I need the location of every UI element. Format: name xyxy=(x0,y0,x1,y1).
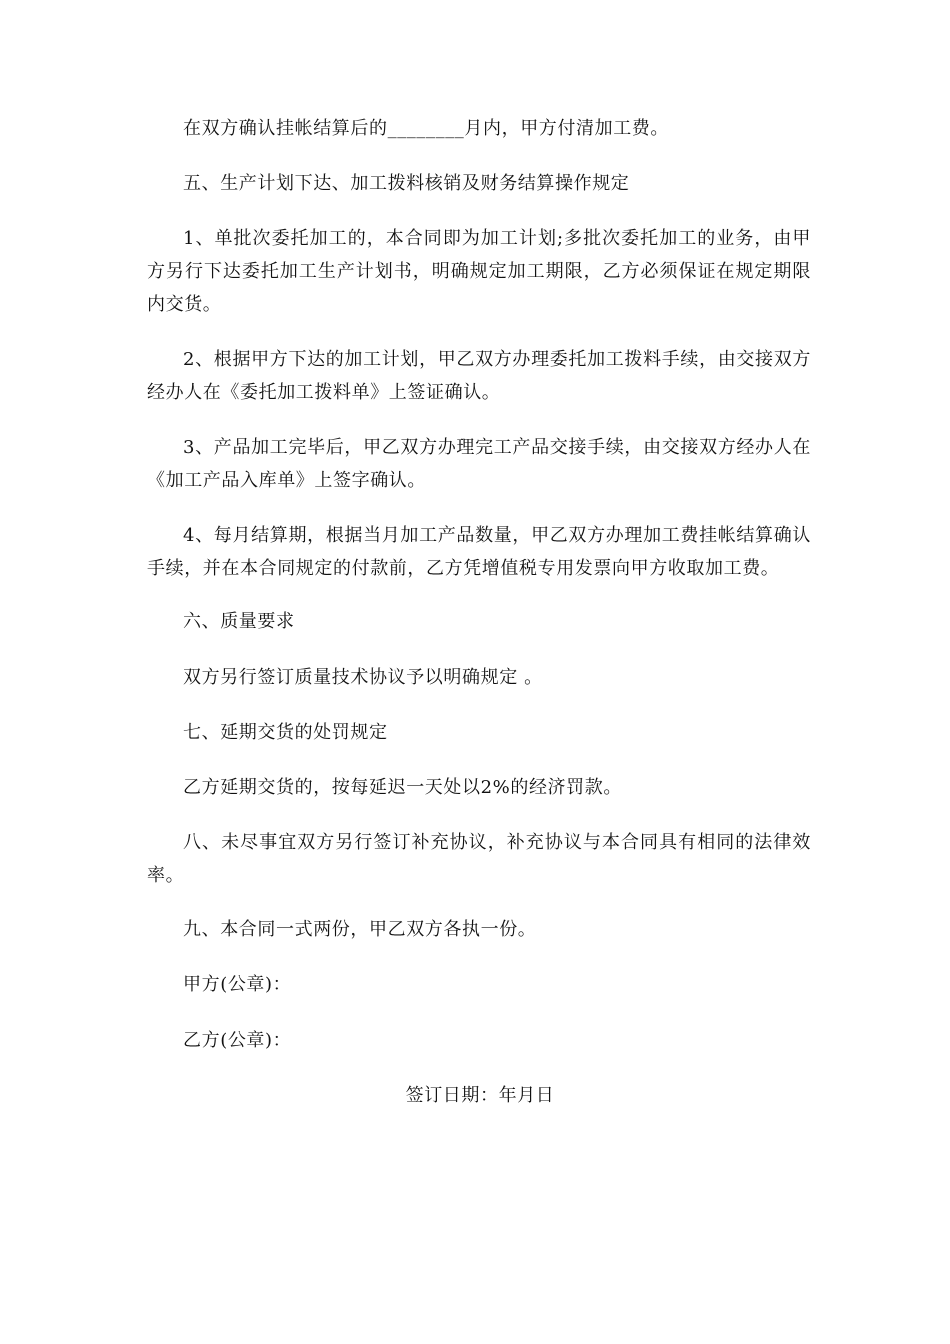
clause-1-paragraph: 1、单批次委托加工的，本合同即为加工计划;多批次委托加工的业务，由甲方另行下达委托加工生产计划书，明确规定加工期限，乙方必须保证在规定期限内交货。 xyxy=(147,228,811,315)
clause-2-paragraph: 2、根据甲方下达的加工计划，甲乙双方办理委托加工拨料手续，由交接双方经办人在《委托加工拨料单》上签证确认。 xyxy=(147,349,811,403)
clause-4-paragraph: 4、每月结算期，根据当月加工产品数量，甲乙双方办理加工费挂帐结算确认手续，并在本合同规定的付款前，乙方凭增值税专用发票向甲方收取加工费。 xyxy=(147,525,811,579)
party-b-seal-line: 乙方(公章)： xyxy=(183,1030,292,1051)
section-seven-heading: 七、延期交货的处罚规定 xyxy=(183,722,388,743)
penalty-paragraph: 乙方延期交货的，按每延迟一天处以2%的经济罚款。 xyxy=(183,777,622,798)
clause-3-paragraph: 3、产品加工完毕后，甲乙双方办理完工产品交接手续，由交接双方经办人在《加工产品入库单》上签字确认。 xyxy=(147,437,811,491)
section-eight-paragraph: 八、未尽事宜双方另行签订补充协议，补充协议与本合同具有相同的法律效率。 xyxy=(147,832,811,886)
party-a-seal-line: 甲方(公章)： xyxy=(183,974,292,995)
section-six-heading: 六、质量要求 xyxy=(183,611,295,632)
signing-date: 签订日期：年月日 xyxy=(405,1085,555,1106)
section-nine-paragraph: 九、本合同一式两份，甲乙双方各执一份。 xyxy=(183,919,537,940)
section-five-heading: 五、生产计划下达、加工拨料核销及财务结算操作规定 xyxy=(183,173,630,194)
quality-paragraph: 双方另行签订质量技术协议予以明确规定 。 xyxy=(183,667,543,688)
payment-term-paragraph: 在双方确认挂帐结算后的________月内，甲方付清加工费。 xyxy=(183,118,669,139)
